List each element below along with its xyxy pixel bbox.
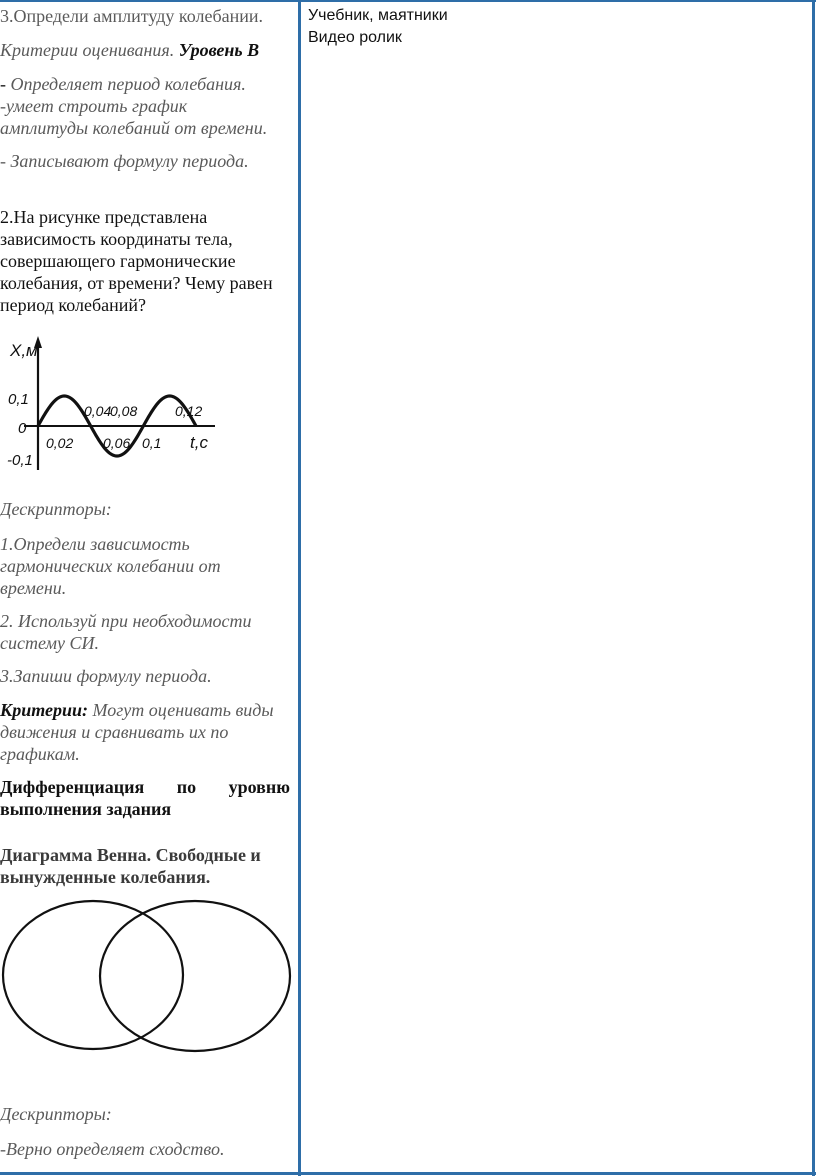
descriptors-title: Дескрипторы: xyxy=(0,499,112,519)
descriptor-1-line2: гармонических колебании от xyxy=(0,556,221,576)
table-bottom-border xyxy=(0,1172,816,1175)
resource-line2: Видео ролик xyxy=(308,29,402,46)
differentiation-word-1: Дифференциация xyxy=(0,777,145,797)
differentiation-word-3: уровню xyxy=(228,777,290,797)
criteria-level: Уровень В xyxy=(178,40,260,60)
criteria-note-line3: графикам. xyxy=(0,744,80,764)
venn-circle-forced xyxy=(100,901,290,1051)
criteria-note-line1 xyxy=(0,699,274,721)
descriptor-1-line3: времени. xyxy=(0,578,67,598)
differentiation-line1 xyxy=(0,776,290,798)
criterion-1-dash: - xyxy=(0,74,11,94)
descriptor-1-line1: 1.Определи зависимость xyxy=(0,534,190,554)
descriptors2-title: Дескрипторы: xyxy=(0,1104,112,1124)
xtick-label-0-06: 0,06 xyxy=(103,435,131,451)
ytick-label-zero: 0 xyxy=(18,420,27,437)
xtick-label-0-08: 0,08 xyxy=(110,403,138,419)
ytick-label-top: 0,1 xyxy=(8,391,29,408)
y-axis-label: X,м xyxy=(10,341,38,360)
criteria-note-label: Критерии: xyxy=(0,700,88,720)
criterion-2-line1: -умеет строить график xyxy=(0,96,188,116)
differentiation-word-2: по xyxy=(176,777,197,797)
x-axis-label: t,c xyxy=(190,433,208,452)
xtick-label-0-02: 0,02 xyxy=(46,435,74,451)
oscillation-chart xyxy=(0,330,240,490)
descriptor-final: -Верно определяет сходство. xyxy=(0,1139,225,1159)
descriptor-2-line2: систему СИ. xyxy=(0,633,99,653)
criterion-2-line2: амплитуды колебаний от времени. xyxy=(0,118,268,138)
column-divider xyxy=(298,0,301,1176)
differentiation-line2: выполнения задания xyxy=(0,799,172,819)
table-right-border xyxy=(812,0,815,1176)
venn-diagram xyxy=(0,898,296,1058)
criterion-3: - Записывают формулу периода. xyxy=(0,151,249,171)
question2-line5: период колебаний? xyxy=(0,295,146,315)
xtick-label-0-1: 0,1 xyxy=(142,435,162,451)
task3-title: 3.Определи амплитуду колебании. xyxy=(0,6,264,26)
venn-heading-line2: вынужденные колебания. xyxy=(0,867,211,887)
criterion-1-text: Определяет период колебания. xyxy=(10,74,246,94)
xtick-label-0-12: 0,12 xyxy=(175,403,203,419)
table-top-border xyxy=(0,0,816,2)
question2-line2: зависимость координаты тела, xyxy=(0,229,233,249)
question2-line1: 2.На рисунке представлена xyxy=(0,207,208,227)
criterion-1 xyxy=(0,73,246,95)
resource-line1: Учебник, маятники xyxy=(308,7,448,24)
venn-circle-free xyxy=(3,901,183,1049)
criteria-note-line2: движения и сравнивать их по xyxy=(0,722,229,742)
venn-heading-line1: Диаграмма Венна. Свободные и xyxy=(0,845,261,865)
descriptor-2-line1: 2. Используй при необходимости xyxy=(0,611,252,631)
criteria-note-text1: Могут оценивать виды xyxy=(88,700,274,720)
criteria-heading xyxy=(0,39,259,61)
question2-line4: колебания, от времени? Чему равен xyxy=(0,273,273,293)
question2-line3: совершающего гармонические xyxy=(0,251,236,271)
xtick-label-0-04: 0,04 xyxy=(84,403,112,419)
descriptor-3: 3.Запиши формулу периода. xyxy=(0,666,212,686)
criteria-label: Критерии оценивания. xyxy=(0,40,179,60)
ytick-label-bottom: -0,1 xyxy=(7,452,33,469)
